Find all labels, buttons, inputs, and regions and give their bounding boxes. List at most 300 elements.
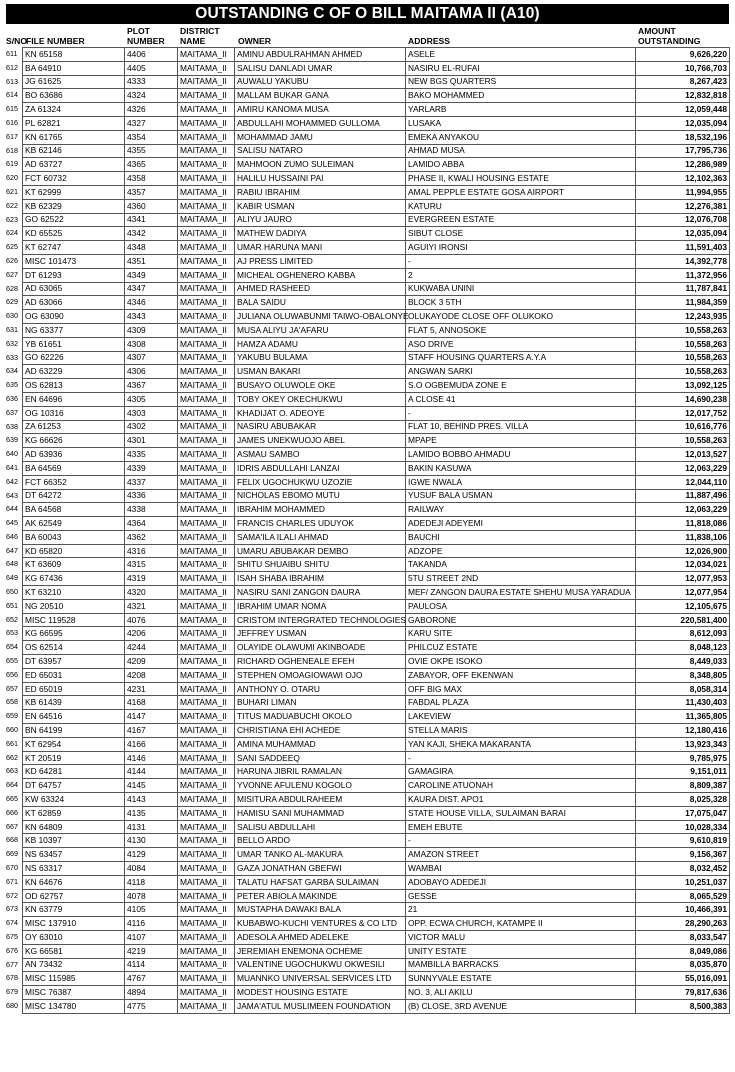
table-row: [23, 641, 730, 655]
table-row: [23, 61, 730, 75]
amount-cell: 11,818,086: [636, 517, 730, 531]
plot-number-cell: 4775: [125, 999, 178, 1013]
file-number-cell: AD 63936: [23, 448, 125, 462]
table-row: [23, 185, 730, 199]
file-number-cell: NS 63317: [23, 862, 125, 876]
amount-cell: 9,626,220: [636, 48, 730, 62]
amount-cell: 8,449,033: [636, 655, 730, 669]
address-cell: ASO DRIVE: [406, 337, 636, 351]
amount-cell: 13,923,343: [636, 737, 730, 751]
table-row: [23, 655, 730, 669]
amount-cell: 12,059,448: [636, 103, 730, 117]
file-number-cell: KG 66626: [23, 434, 125, 448]
table-row: [23, 103, 730, 117]
owner-cell: AMINA MUHAMMAD: [235, 737, 406, 751]
plot-number-cell: 4338: [125, 503, 178, 517]
plot-number-cell: 4231: [125, 682, 178, 696]
amount-cell: 12,076,708: [636, 213, 730, 227]
district-name-cell: MAITAMA_II: [178, 48, 235, 62]
district-name-cell: MAITAMA_II: [178, 765, 235, 779]
address-cell: LUSAKA: [406, 116, 636, 130]
table-row: [23, 806, 730, 820]
amount-cell: 10,558,263: [636, 337, 730, 351]
row-sno: 634: [6, 366, 18, 376]
file-number-cell: AK 62549: [23, 517, 125, 531]
plot-number-cell: 4303: [125, 406, 178, 420]
district-name-cell: MAITAMA_II: [178, 75, 235, 89]
amount-cell: 10,251,037: [636, 875, 730, 889]
row-sno: 663: [6, 766, 18, 776]
plot-number-cell: 4315: [125, 558, 178, 572]
plot-number-cell: 4135: [125, 806, 178, 820]
owner-cell: BUHARI LIMAN: [235, 696, 406, 710]
amount-cell: 11,591,403: [636, 241, 730, 255]
file-number-cell: EN 64516: [23, 710, 125, 724]
amount-cell: 13,092,125: [636, 379, 730, 393]
plot-number-cell: 4365: [125, 158, 178, 172]
file-number-cell: ED 65031: [23, 668, 125, 682]
district-name-cell: MAITAMA_II: [178, 544, 235, 558]
plot-number-cell: 4147: [125, 710, 178, 724]
plot-number-cell: 4219: [125, 944, 178, 958]
file-number-cell: FCT 60732: [23, 172, 125, 186]
district-name-cell: MAITAMA_II: [178, 641, 235, 655]
row-sno: 617: [6, 131, 18, 141]
owner-cell: SALISU NATARO: [235, 144, 406, 158]
district-name-cell: MAITAMA_II: [178, 972, 235, 986]
amount-cell: 12,035,094: [636, 227, 730, 241]
file-number-cell: OY 63010: [23, 931, 125, 945]
file-number-cell: KB 62329: [23, 199, 125, 213]
district-name-cell: MAITAMA_II: [178, 296, 235, 310]
row-sno: 620: [6, 173, 18, 183]
table-row: [23, 999, 730, 1013]
owner-cell: TALATU HAFSAT GARBA SULAIMAN: [235, 875, 406, 889]
row-sno: 670: [6, 863, 18, 873]
amount-cell: 10,766,703: [636, 61, 730, 75]
address-cell: LAMIDO ABBA: [406, 158, 636, 172]
plot-number-cell: 4118: [125, 875, 178, 889]
row-sno: 615: [6, 104, 18, 114]
amount-cell: 12,077,953: [636, 572, 730, 586]
district-name-cell: MAITAMA_II: [178, 793, 235, 807]
table-row: [23, 530, 730, 544]
table-row: [23, 682, 730, 696]
plot-number-cell: 4341: [125, 213, 178, 227]
row-sno: 664: [6, 780, 18, 790]
row-sno: 619: [6, 159, 18, 169]
district-name-cell: MAITAMA_II: [178, 668, 235, 682]
owner-cell: ISAH SHABA IBRAHIM: [235, 572, 406, 586]
district-name-cell: MAITAMA_II: [178, 917, 235, 931]
file-number-cell: KT 62859: [23, 806, 125, 820]
table-row: [23, 337, 730, 351]
owner-cell: MAHMOON ZUMO SULEIMAN: [235, 158, 406, 172]
plot-number-cell: 4206: [125, 627, 178, 641]
address-cell: IGWE NWALA: [406, 475, 636, 489]
district-name-cell: MAITAMA_II: [178, 337, 235, 351]
plot-number-cell: 4406: [125, 48, 178, 62]
file-number-cell: OG 63090: [23, 310, 125, 324]
row-sno: 659: [6, 711, 18, 721]
amount-cell: 18,532,196: [636, 130, 730, 144]
row-sno: 673: [6, 904, 18, 914]
address-cell: ANGWAN SARKI: [406, 365, 636, 379]
amount-cell: 12,180,416: [636, 724, 730, 738]
owner-cell: YVONNE AFULENU KOGOLO: [235, 779, 406, 793]
file-number-cell: KD 64281: [23, 765, 125, 779]
amount-cell: 10,466,391: [636, 903, 730, 917]
district-name-cell: MAITAMA_II: [178, 820, 235, 834]
district-name-cell: MAITAMA_II: [178, 213, 235, 227]
row-sno: 653: [6, 628, 18, 638]
district-name-cell: MAITAMA_II: [178, 227, 235, 241]
address-cell: KARU SITE: [406, 627, 636, 641]
owner-cell: KABIR USMAN: [235, 199, 406, 213]
table-row: [23, 89, 730, 103]
table-row: [23, 572, 730, 586]
owner-cell: BELLO ARDO: [235, 834, 406, 848]
bill-table: [22, 47, 730, 1014]
plot-number-cell: 4367: [125, 379, 178, 393]
district-name-cell: MAITAMA_II: [178, 834, 235, 848]
address-cell: FLAT 10, BEHIND PRES. VILLA: [406, 420, 636, 434]
owner-cell: UMAR HARUNA MANI: [235, 241, 406, 255]
plot-number-cell: 4076: [125, 613, 178, 627]
header-owner: OWNER: [238, 36, 271, 46]
address-cell: YUSUF BALA USMAN: [406, 489, 636, 503]
row-sno: 678: [6, 973, 18, 983]
amount-cell: 17,795,736: [636, 144, 730, 158]
file-number-cell: DT 64757: [23, 779, 125, 793]
district-name-cell: MAITAMA_II: [178, 931, 235, 945]
district-name-cell: MAITAMA_II: [178, 268, 235, 282]
plot-number-cell: 4364: [125, 517, 178, 531]
table-row: [23, 254, 730, 268]
row-sno: 661: [6, 738, 18, 748]
district-name-cell: MAITAMA_II: [178, 254, 235, 268]
row-sno: 645: [6, 518, 18, 528]
row-sno: 621: [6, 186, 18, 196]
amount-cell: 11,838,106: [636, 530, 730, 544]
owner-cell: TOBY OKEY OKECHUKWU: [235, 392, 406, 406]
row-sno: 679: [6, 987, 18, 997]
plot-number-cell: 4320: [125, 586, 178, 600]
owner-cell: RICHARD OGHENEALE EFEH: [235, 655, 406, 669]
plot-number-cell: 4360: [125, 199, 178, 213]
amount-cell: 11,372,956: [636, 268, 730, 282]
row-sno: 632: [6, 338, 18, 348]
amount-cell: 12,026,900: [636, 544, 730, 558]
table-row: [23, 268, 730, 282]
owner-cell: AJ PRESS LIMITED: [235, 254, 406, 268]
row-sno: 642: [6, 476, 18, 486]
file-number-cell: JG 61625: [23, 75, 125, 89]
address-cell: MEF/ ZANGON DAURA ESTATE SHEHU MUSA YARADUA: [406, 586, 636, 600]
amount-cell: 12,105,675: [636, 599, 730, 613]
owner-cell: TITUS MADUABUCHI OKOLO: [235, 710, 406, 724]
district-name-cell: MAITAMA_II: [178, 199, 235, 213]
district-name-cell: MAITAMA_II: [178, 310, 235, 324]
district-name-cell: MAITAMA_II: [178, 558, 235, 572]
district-name-cell: MAITAMA_II: [178, 241, 235, 255]
amount-cell: 12,063,229: [636, 503, 730, 517]
plot-number-cell: 4130: [125, 834, 178, 848]
owner-cell: MATHEW DADIYA: [235, 227, 406, 241]
district-name-cell: MAITAMA_II: [178, 448, 235, 462]
address-cell: -: [406, 834, 636, 848]
plot-number-cell: 4105: [125, 903, 178, 917]
address-cell: NEW BGS QUARTERS: [406, 75, 636, 89]
address-cell: (B) CLOSE, 3RD AVENUE: [406, 999, 636, 1013]
amount-cell: 10,558,263: [636, 323, 730, 337]
owner-cell: SALISU ABDULLAHI: [235, 820, 406, 834]
owner-cell: HAMZA ADAMU: [235, 337, 406, 351]
file-number-cell: AD 63727: [23, 158, 125, 172]
file-number-cell: KN 61765: [23, 130, 125, 144]
amount-cell: 10,558,263: [636, 365, 730, 379]
district-name-cell: MAITAMA_II: [178, 116, 235, 130]
file-number-cell: FCT 66352: [23, 475, 125, 489]
table-row: [23, 172, 730, 186]
address-cell: AMAZON STREET: [406, 848, 636, 862]
district-name-cell: MAITAMA_II: [178, 655, 235, 669]
file-number-cell: MISC 137910: [23, 917, 125, 931]
amount-cell: 220,581,400: [636, 613, 730, 627]
row-sno: 639: [6, 435, 18, 445]
owner-cell: IDRIS ABDULLAHI LANZAI: [235, 461, 406, 475]
file-number-cell: KG 67436: [23, 572, 125, 586]
amount-cell: 12,013,527: [636, 448, 730, 462]
plot-number-cell: 4319: [125, 572, 178, 586]
file-number-cell: MISC 115985: [23, 972, 125, 986]
address-cell: -: [406, 254, 636, 268]
owner-cell: MUSA ALIYU JA'AFARU: [235, 323, 406, 337]
plot-number-cell: 4167: [125, 724, 178, 738]
address-cell: AGUIYI IRONSI: [406, 241, 636, 255]
table-row: [23, 848, 730, 862]
owner-cell: ABDULLAHI MOHAMMED GULLOMA: [235, 116, 406, 130]
plot-number-cell: 4354: [125, 130, 178, 144]
district-name-cell: MAITAMA_II: [178, 517, 235, 531]
district-name-cell: MAITAMA_II: [178, 724, 235, 738]
district-name-cell: MAITAMA_II: [178, 61, 235, 75]
plot-number-cell: 4324: [125, 89, 178, 103]
plot-number-cell: 4316: [125, 544, 178, 558]
plot-number-cell: 4336: [125, 489, 178, 503]
header-amount-top: AMOUNT: [638, 26, 676, 36]
address-cell: YAN KAJI, SHEKA MAKARANTA: [406, 737, 636, 751]
district-name-cell: MAITAMA_II: [178, 282, 235, 296]
owner-cell: HALILU HUSSAINI PAI: [235, 172, 406, 186]
file-number-cell: GO 62226: [23, 351, 125, 365]
row-sno: 671: [6, 876, 18, 886]
address-cell: EMEKA ANYAKOU: [406, 130, 636, 144]
district-name-cell: MAITAMA_II: [178, 889, 235, 903]
row-sno: 628: [6, 283, 18, 293]
row-sno: 654: [6, 642, 18, 652]
file-number-cell: KT 62999: [23, 185, 125, 199]
file-number-cell: KG 66581: [23, 944, 125, 958]
address-cell: STAFF HOUSING QUARTERS A.Y.A: [406, 351, 636, 365]
district-name-cell: MAITAMA_II: [178, 323, 235, 337]
file-number-cell: GO 62522: [23, 213, 125, 227]
amount-cell: 12,035,094: [636, 116, 730, 130]
amount-cell: 8,049,086: [636, 944, 730, 958]
district-name-cell: MAITAMA_II: [178, 185, 235, 199]
amount-cell: 12,102,363: [636, 172, 730, 186]
file-number-cell: BA 60043: [23, 530, 125, 544]
address-cell: FLAT 5, ANNOSOKE: [406, 323, 636, 337]
row-sno: 631: [6, 324, 18, 334]
plot-number-cell: 4301: [125, 434, 178, 448]
address-cell: PAULOSA: [406, 599, 636, 613]
amount-cell: 10,558,263: [636, 434, 730, 448]
table-row: [23, 116, 730, 130]
owner-cell: ANTHONY O. OTARU: [235, 682, 406, 696]
row-sno: 641: [6, 462, 18, 472]
plot-number-cell: 4084: [125, 862, 178, 876]
row-sno: 640: [6, 449, 18, 459]
address-cell: KATURU: [406, 199, 636, 213]
plot-number-cell: 4129: [125, 848, 178, 862]
header-amount-bottom: OUTSTANDING: [638, 36, 701, 46]
owner-cell: AUWALU YAKUBU: [235, 75, 406, 89]
amount-cell: 8,033,547: [636, 931, 730, 945]
amount-cell: 12,077,954: [636, 586, 730, 600]
amount-cell: 11,994,955: [636, 185, 730, 199]
file-number-cell: MISC 134780: [23, 999, 125, 1013]
address-cell: FABDAL PLAZA: [406, 696, 636, 710]
plot-number-cell: 4355: [125, 144, 178, 158]
amount-cell: 11,787,841: [636, 282, 730, 296]
table-row: [23, 75, 730, 89]
row-sno: 648: [6, 559, 18, 569]
address-cell: EVERGREEN ESTATE: [406, 213, 636, 227]
row-sno: 650: [6, 587, 18, 597]
address-cell: STELLA MARIS: [406, 724, 636, 738]
owner-cell: KUBABWO-KUCHI VENTURES & CO LTD: [235, 917, 406, 931]
owner-cell: NASIRU ABUBAKAR: [235, 420, 406, 434]
amount-cell: 28,290,263: [636, 917, 730, 931]
row-sno: 614: [6, 90, 18, 100]
owner-cell: BALA SAIDU: [235, 296, 406, 310]
owner-cell: UMAR TANKO AL-MAKURA: [235, 848, 406, 862]
row-sno: 669: [6, 849, 18, 859]
row-sno: 635: [6, 380, 18, 390]
row-sno: 622: [6, 200, 18, 210]
owner-cell: JAMA'ATUL MUSLIMEEN FOUNDATION: [235, 999, 406, 1013]
table-row: [23, 931, 730, 945]
address-cell: OLUKAYODE CLOSE OFF OLUKOKO: [406, 310, 636, 324]
district-name-cell: MAITAMA_II: [178, 737, 235, 751]
amount-cell: 8,809,387: [636, 779, 730, 793]
plot-number-cell: 4327: [125, 116, 178, 130]
amount-cell: 8,032,452: [636, 862, 730, 876]
district-name-cell: MAITAMA_II: [178, 530, 235, 544]
amount-cell: 9,156,367: [636, 848, 730, 862]
amount-cell: 10,028,334: [636, 820, 730, 834]
address-cell: MPAPE: [406, 434, 636, 448]
plot-number-cell: 4306: [125, 365, 178, 379]
district-name-cell: MAITAMA_II: [178, 586, 235, 600]
district-name-cell: MAITAMA_II: [178, 806, 235, 820]
row-sno: 651: [6, 600, 18, 610]
plot-number-cell: 4131: [125, 820, 178, 834]
table-row: [23, 820, 730, 834]
table-row: [23, 958, 730, 972]
amount-cell: 11,984,359: [636, 296, 730, 310]
file-number-cell: BA 64569: [23, 461, 125, 475]
owner-cell: NICHOLAS EBOMO MUTU: [235, 489, 406, 503]
table-row: [23, 613, 730, 627]
row-sno: 647: [6, 545, 18, 555]
address-cell: EMEH EBUTE: [406, 820, 636, 834]
district-name-cell: MAITAMA_II: [178, 903, 235, 917]
district-name-cell: MAITAMA_II: [178, 986, 235, 1000]
address-cell: -: [406, 406, 636, 420]
file-number-cell: KG 66595: [23, 627, 125, 641]
district-name-cell: MAITAMA_II: [178, 613, 235, 627]
amount-cell: 8,348,805: [636, 668, 730, 682]
table-row: [23, 503, 730, 517]
file-number-cell: KD 65820: [23, 544, 125, 558]
address-cell: 21: [406, 903, 636, 917]
row-sno: 625: [6, 242, 18, 252]
plot-number-cell: 4342: [125, 227, 178, 241]
file-number-cell: NG 63377: [23, 323, 125, 337]
plot-number-cell: 4116: [125, 917, 178, 931]
row-sno: 627: [6, 269, 18, 279]
amount-cell: 8,035,870: [636, 958, 730, 972]
amount-cell: 12,276,381: [636, 199, 730, 213]
district-name-cell: MAITAMA_II: [178, 420, 235, 434]
file-number-cell: DT 64272: [23, 489, 125, 503]
table-row: [23, 489, 730, 503]
document-title: OUTSTANDING C OF O BILL MAITAMA II (A10): [6, 4, 729, 24]
row-sno: 667: [6, 821, 18, 831]
plot-number-cell: 4145: [125, 779, 178, 793]
plot-number-cell: 4208: [125, 668, 178, 682]
table-row: [23, 351, 730, 365]
address-cell: ADOBAYO ADEDEJI: [406, 875, 636, 889]
owner-cell: JEREMIAH ENEMONA OCHEME: [235, 944, 406, 958]
table-row: [23, 434, 730, 448]
file-number-cell: KN 64676: [23, 875, 125, 889]
amount-cell: 12,017,752: [636, 406, 730, 420]
address-cell: KAURA DIST. APO1: [406, 793, 636, 807]
row-sno: 660: [6, 725, 18, 735]
plot-number-cell: 4307: [125, 351, 178, 365]
amount-cell: 9,610,819: [636, 834, 730, 848]
district-name-cell: MAITAMA_II: [178, 461, 235, 475]
table-row: [23, 323, 730, 337]
owner-cell: USMAN BAKARI: [235, 365, 406, 379]
file-number-cell: KB 62146: [23, 144, 125, 158]
amount-cell: 12,034,021: [636, 558, 730, 572]
table-row: [23, 875, 730, 889]
file-number-cell: KD 65525: [23, 227, 125, 241]
plot-number-cell: 4335: [125, 448, 178, 462]
address-cell: BAKIN KASUWA: [406, 461, 636, 475]
address-cell: AMAL PEPPLE ESTATE GOSA AIRPORT: [406, 185, 636, 199]
table-row: [23, 282, 730, 296]
file-number-cell: DT 61293: [23, 268, 125, 282]
row-sno: 652: [6, 614, 18, 624]
plot-number-cell: 4143: [125, 793, 178, 807]
plot-number-cell: 4166: [125, 737, 178, 751]
owner-cell: MODEST HOUSING ESTATE: [235, 986, 406, 1000]
